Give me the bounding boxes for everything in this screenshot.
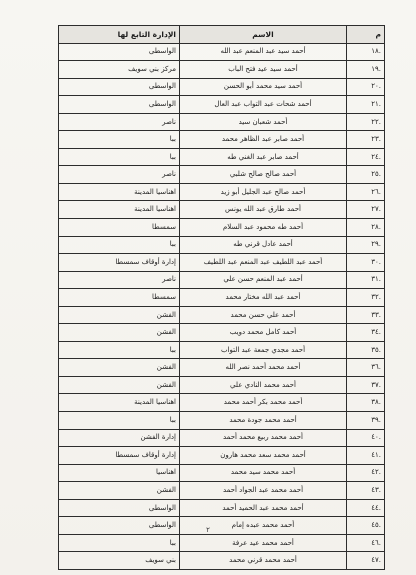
employee-name: أحمد محمد عبد الجواد أحمد (180, 482, 347, 500)
department-name: الواسطى (59, 499, 180, 517)
department-name: ببا (59, 131, 180, 149)
row-number: ٣٢. (347, 289, 385, 307)
table-row (59, 201, 385, 219)
department-name: سمسطا (59, 289, 180, 307)
row-number: ٢٧. (347, 201, 385, 219)
department-name: الفشن (59, 306, 180, 324)
employee-name: أحمد صابر عبد الظاهر محمد (180, 131, 347, 149)
page-number: ٢ (206, 526, 210, 534)
column-header-department: الإدارة التابع لها (59, 26, 180, 44)
table-row (59, 306, 385, 324)
employee-name: أحمد شعبان سيد (180, 113, 347, 131)
employee-name: أحمد كامل محمد دويب (180, 324, 347, 342)
row-number: ٢٥. (347, 166, 385, 184)
row-number: ٢٩. (347, 236, 385, 254)
department-name: اهناسيا المدينة (59, 201, 180, 219)
department-name: مركز بني سويف (59, 61, 180, 79)
department-name: ببا (59, 412, 180, 430)
table-row (59, 43, 385, 61)
employee-name: أحمد محمد أحمد نصر الله (180, 359, 347, 377)
row-number: ٤٢. (347, 464, 385, 482)
table-row (59, 324, 385, 342)
column-header-number: م (347, 26, 385, 44)
employee-name: أحمد عادل قرني طه (180, 236, 347, 254)
employee-name: أحمد علي حسن محمد (180, 306, 347, 324)
employee-name: أحمد محمد ربيع محمد أحمد (180, 429, 347, 447)
department-name: إدارة الفشن (59, 429, 180, 447)
table-row (59, 552, 385, 570)
employee-name: أحمد عبد الله مختار محمد (180, 289, 347, 307)
row-number: ٤٧. (347, 552, 385, 570)
table-body (59, 43, 385, 569)
table-row (59, 183, 385, 201)
department-name: اهناسيا (59, 464, 180, 482)
table-row (59, 429, 385, 447)
employee-name: أحمد شحات عبد التواب عبد العال (180, 96, 347, 114)
department-name: إدارة أوقاف سمسطا (59, 447, 180, 465)
table-row (59, 394, 385, 412)
department-name: الواسطى (59, 517, 180, 535)
row-number: ٣٨. (347, 394, 385, 412)
row-number: ٣٦. (347, 359, 385, 377)
department-name: ناصر (59, 166, 180, 184)
table-row (59, 254, 385, 272)
department-name: ببا (59, 341, 180, 359)
table-row (59, 166, 385, 184)
department-name: اهناسيا المدينة (59, 394, 180, 412)
employee-name: أحمد سيد محمد أبو الحسن (180, 78, 347, 96)
department-name: اهناسيا المدينة (59, 183, 180, 201)
department-name: ببا (59, 534, 180, 552)
table-row (59, 131, 385, 149)
table-row (59, 219, 385, 237)
table-row (59, 78, 385, 96)
table-row (59, 341, 385, 359)
row-number: ٢١. (347, 96, 385, 114)
row-number: ٣٩. (347, 412, 385, 430)
row-number: ٢٦. (347, 183, 385, 201)
department-name: إدارة أوقاف سمسطا (59, 254, 180, 272)
row-number: ٢٨. (347, 219, 385, 237)
row-number: ٣١. (347, 271, 385, 289)
department-name: ناصر (59, 113, 180, 131)
department-name: الفشن (59, 324, 180, 342)
department-name: ناصر (59, 271, 180, 289)
row-number: ٤١. (347, 447, 385, 465)
employee-name: أحمد صالح صالح شلبي (180, 166, 347, 184)
table-row (59, 113, 385, 131)
employee-roster-table (58, 25, 385, 570)
employee-name: أحمد عبد المنعم حسن علي (180, 271, 347, 289)
employee-name: أحمد محمد جودة محمد (180, 412, 347, 430)
employee-name: أحمد مجدي جمعة عبد التواب (180, 341, 347, 359)
department-name: الفشن (59, 376, 180, 394)
table-row (59, 148, 385, 166)
table-row (59, 517, 385, 535)
row-number: ٣٥. (347, 341, 385, 359)
department-name: بني سويف (59, 552, 180, 570)
department-name: ببا (59, 236, 180, 254)
employee-name: أحمد محمد النادي علي (180, 376, 347, 394)
table-row (59, 534, 385, 552)
row-number: ٤٥. (347, 517, 385, 535)
row-number: ٢٠. (347, 78, 385, 96)
row-number: ١٨. (347, 43, 385, 61)
employee-name: أحمد طه محمود عبد السلام (180, 219, 347, 237)
row-number: ٤٦. (347, 534, 385, 552)
row-number: ٢٤. (347, 148, 385, 166)
employee-name: أحمد محمد سعد محمد هارون (180, 447, 347, 465)
table-row (59, 61, 385, 79)
row-number: ٤٠. (347, 429, 385, 447)
row-number: ٢٣. (347, 131, 385, 149)
department-name: الفشن (59, 359, 180, 377)
department-name: الواسطى (59, 96, 180, 114)
employee-name: أحمد محمد عبد الحميد أحمد (180, 499, 347, 517)
row-number: ١٩. (347, 61, 385, 79)
table-row (59, 271, 385, 289)
employee-name: أحمد محمد قرني محمد (180, 552, 347, 570)
row-number: ٣٠. (347, 254, 385, 272)
table-row (59, 499, 385, 517)
row-number: ٣٤. (347, 324, 385, 342)
department-name: الفشن (59, 482, 180, 500)
row-number: ٢٢. (347, 113, 385, 131)
department-name: ببا (59, 148, 180, 166)
table-row (59, 96, 385, 114)
table-header-row (59, 26, 385, 44)
employee-name: أحمد محمد بكر أحمد محمد (180, 394, 347, 412)
employee-name: أحمد صالح عبد الجليل أبو زيد (180, 183, 347, 201)
employee-name: أحمد عبد اللطيف عبد المنعم عبد اللطيف (180, 254, 347, 272)
table-row (59, 236, 385, 254)
employee-name: أحمد طارق عبد الله يونس (180, 201, 347, 219)
department-name: سمسطا (59, 219, 180, 237)
row-number: ٣٣. (347, 306, 385, 324)
employee-name: أحمد محمد سيد محمد (180, 464, 347, 482)
table-row (59, 412, 385, 430)
department-name: الواسطى (59, 78, 180, 96)
table-row (59, 289, 385, 307)
table-row (59, 464, 385, 482)
employee-name: أحمد سيد عبد المنعم عبد الله (180, 43, 347, 61)
employee-name: أحمد صابر عبد الغني طه (180, 148, 347, 166)
table-row (59, 447, 385, 465)
employee-name: أحمد محمد عبده إمام (180, 517, 347, 535)
department-name: الواسطى (59, 43, 180, 61)
column-header-name: الاسم (180, 26, 347, 44)
row-number: ٤٤. (347, 499, 385, 517)
table-row (59, 376, 385, 394)
employee-name: أحمد سيد عيد فتح الباب (180, 61, 347, 79)
row-number: ٤٣. (347, 482, 385, 500)
row-number: ٣٧. (347, 376, 385, 394)
employee-name: أحمد محمد عيد عرفة (180, 534, 347, 552)
table-row (59, 482, 385, 500)
table-row (59, 359, 385, 377)
